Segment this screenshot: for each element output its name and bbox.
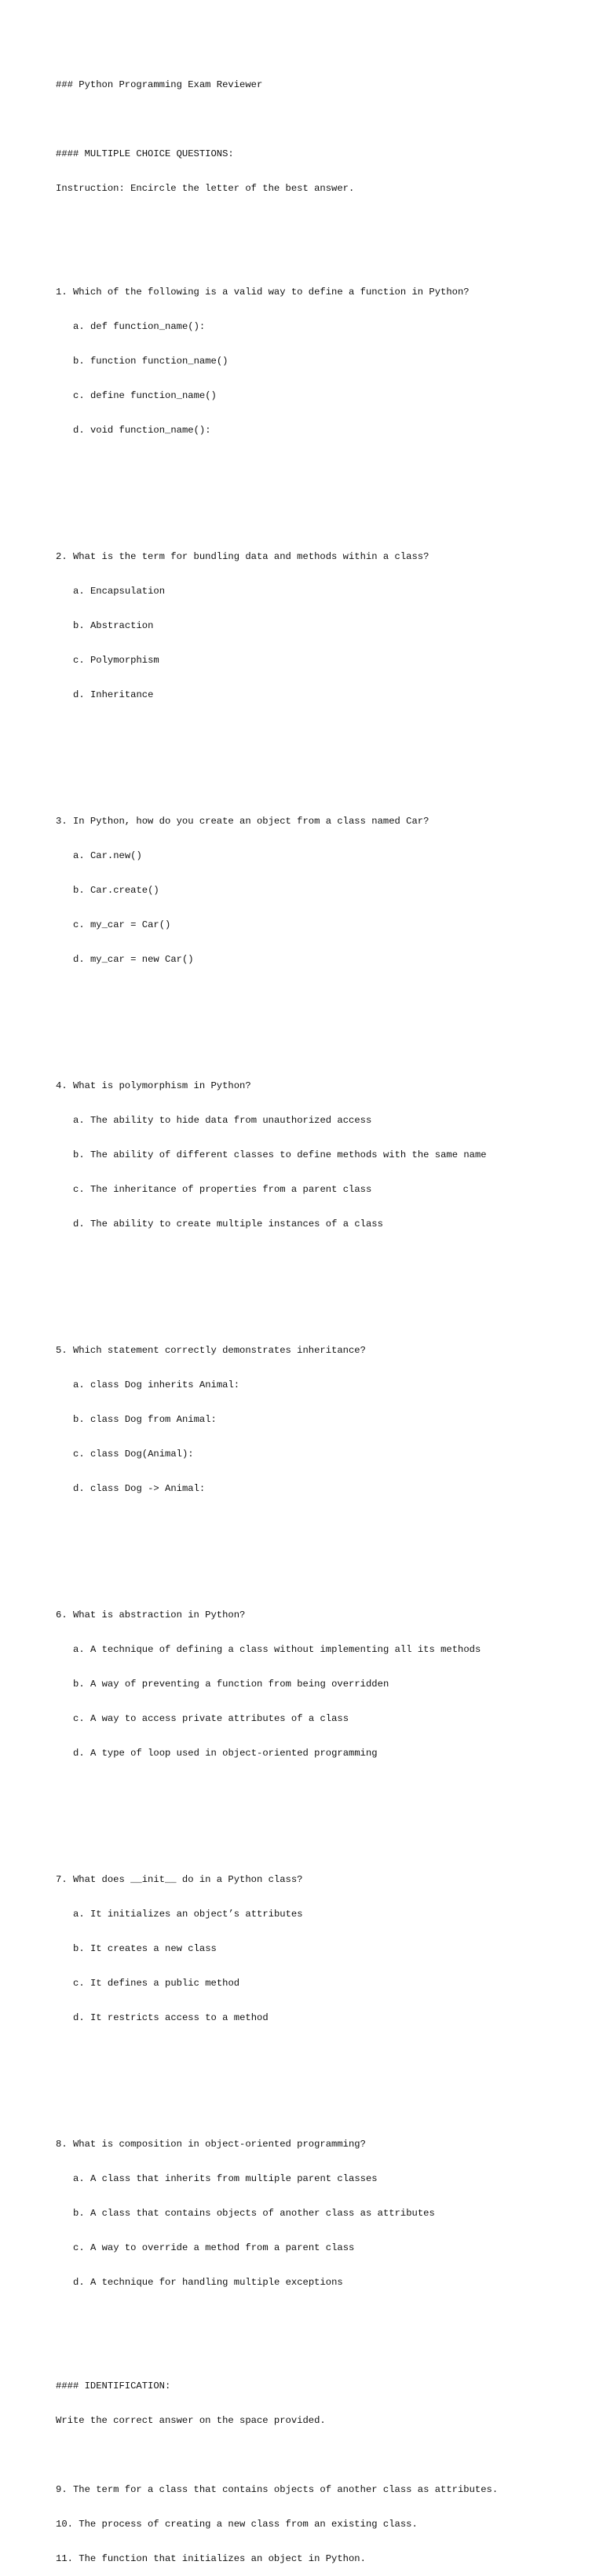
answer-option: b. A class that contains objects of another class as attributes: [73, 2207, 435, 2219]
answer-option: b. Car.create(): [73, 884, 159, 896]
spacer: [56, 1540, 590, 1552]
answer-option: b. Abstraction: [73, 619, 154, 631]
answer-option: a. Car.new(): [73, 850, 142, 861]
answer-option: a. The ability to hide data from unauthorized access: [73, 1115, 372, 1126]
spacer: [56, 1276, 590, 1288]
answer-option: c. class Dog(Animal):: [73, 1448, 194, 1460]
question-block: [56, 1851, 590, 2047]
spacer: [56, 217, 590, 229]
answer-option: a. A class that inherits from multiple parent classes: [73, 2173, 378, 2184]
answer-option: a. A technique of defining a class without implementing all its methods: [73, 1644, 481, 1655]
answer-option: a. It initializes an object’s attributes: [73, 1909, 303, 1920]
answer-option: d. The ability to create multiple instances of a class: [73, 1218, 383, 1230]
answer-option: d. It restricts access to a method: [73, 2011, 269, 2023]
answer-option: d. A type of loop used in object-oriented programming: [73, 1747, 378, 1759]
question-block: [56, 2116, 590, 2311]
answer-option: d. my_car = new Car(): [73, 953, 194, 965]
answer-option: b. class Dog from Animal:: [73, 1413, 217, 1425]
answer-option: b. It creates a new class: [73, 1942, 217, 1954]
question-block: [56, 793, 590, 988]
exam-document: [56, 57, 590, 2576]
question-block: [56, 1587, 590, 1782]
question-text: 7. What does __init__ do in a Python class?: [56, 1874, 303, 1886]
question-text: 3. In Python, how do you create an object from a class named Car?: [56, 816, 429, 828]
answer-option: d. void function_name():: [73, 424, 211, 436]
question-text: 1. Which of the following is a valid way to define a function in Python?: [56, 287, 470, 298]
spacer: [56, 482, 590, 494]
answer-option: c. Polymorphism: [73, 654, 159, 666]
spacer: [56, 2070, 590, 2081]
answer-option: c. It defines a public method: [73, 1977, 240, 1989]
answer-option: d. Inheritance: [73, 689, 154, 700]
identification-item: 9. The term for a class that contains objects of another class as attributes.: [56, 2483, 499, 2495]
identification-heading: #### IDENTIFICATION:: [56, 2380, 171, 2391]
answer-option: a. class Dog inherits Animal:: [73, 1379, 240, 1390]
question-block: [56, 528, 590, 724]
answer-option: d. A technique for handling multiple exceptions: [73, 2276, 343, 2288]
spacer: [56, 747, 590, 758]
answer-option: d. class Dog -> Animal:: [73, 1482, 206, 1494]
identification-item: 10. The process of creating a new class from an existing class.: [56, 2518, 418, 2530]
answer-option: c. define function_name(): [73, 389, 217, 401]
question-block: [56, 1322, 590, 1518]
question-text: 5. Which statement correctly demonstrates inheritance?: [56, 1345, 366, 1357]
question-block: [56, 264, 590, 459]
answer-option: a. Encapsulation: [73, 586, 166, 597]
answer-option: b. A way of preventing a function from being overridden: [73, 1678, 389, 1690]
spacer: [56, 2450, 590, 2461]
spacer: [56, 114, 590, 126]
identification-item: 11. The function that initializes an object in Python.: [56, 2552, 366, 2564]
spacer: [56, 1805, 590, 1817]
question-text: 4. What is polymorphism in Python?: [56, 1080, 251, 1092]
mc-instruction: Instruction: Encircle the letter of the best answer.: [56, 183, 355, 195]
answer-option: b. function function_name(): [73, 355, 228, 367]
answer-option: c. A way to override a method from a parent class: [73, 2242, 355, 2253]
answer-option: b. The ability of different classes to define methods with the same name: [73, 1149, 487, 1160]
mc-heading: #### MULTIPLE CHOICE QUESTIONS:: [56, 148, 234, 160]
question-text: 2. What is the term for bundling data and methods within a class?: [56, 551, 429, 563]
answer-option: a. def function_name():: [73, 321, 206, 332]
question-text: 8. What is composition in object-oriented programming?: [56, 2139, 366, 2150]
question-block: [56, 1058, 590, 1253]
document-title: ### Python Programming Exam Reviewer: [56, 79, 263, 91]
identification-instruction: Write the correct answer on the space provided.: [56, 2414, 326, 2426]
answer-option: c. The inheritance of properties from a parent class: [73, 1183, 372, 1195]
answer-option: c. my_car = Car(): [73, 919, 171, 930]
question-text: 6. What is abstraction in Python?: [56, 1610, 246, 1621]
spacer: [56, 1011, 590, 1023]
spacer: [56, 2334, 590, 2346]
answer-option: c. A way to access private attributes of a class: [73, 1712, 349, 1724]
